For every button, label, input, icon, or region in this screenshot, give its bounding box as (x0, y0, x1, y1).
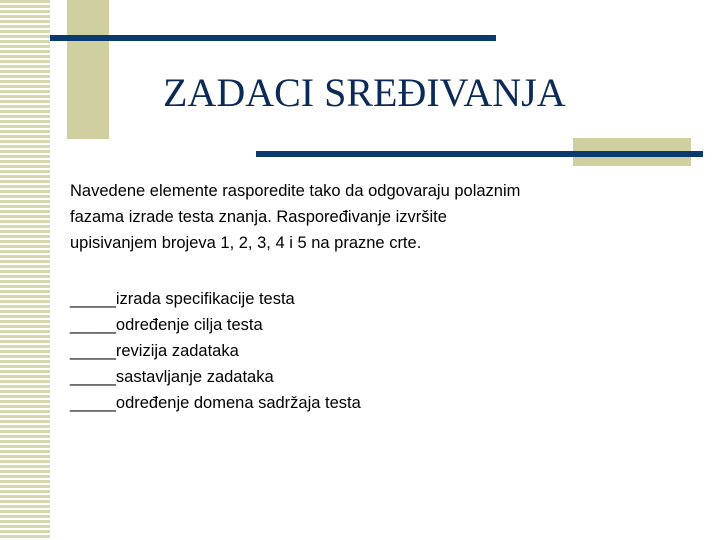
answer-blank[interactable]: _____ (70, 342, 116, 360)
list-item (70, 286, 630, 312)
item-label: određenje domena sadržaja testa (115, 394, 361, 412)
answer-blank[interactable]: _____ (70, 290, 116, 308)
decorative-stripes (0, 0, 50, 540)
instructions-text (70, 178, 630, 256)
decorative-bar-right (256, 151, 703, 157)
item-label: određenje cilja testa (115, 316, 263, 334)
answer-blank[interactable]: _____ (70, 368, 116, 386)
decorative-bar-top (50, 35, 496, 41)
item-label: revizija zadataka (115, 342, 239, 360)
answer-blank[interactable]: _____ (70, 394, 116, 412)
decorative-block-top (67, 0, 109, 139)
slide-title: ZADACI SREĐIVANJA (163, 70, 566, 115)
list-item (70, 338, 630, 364)
slide-content (70, 178, 630, 416)
instructions-line: upisivanjem brojeva 1, 2, 3, 4 i 5 na prazne crte. (70, 234, 422, 252)
instructions-line: fazama izrade testa znanja. Raspoređivanje izvršite (70, 208, 447, 226)
list-item (70, 364, 630, 390)
instructions-line: Navedene elemente rasporedite tako da odgovaraju polaznim (70, 182, 521, 200)
answer-list (70, 286, 630, 416)
item-label: sastavljanje zadataka (115, 368, 274, 386)
answer-blank[interactable]: _____ (70, 316, 116, 334)
list-item (70, 312, 630, 338)
item-label: izrada specifikacije testa (115, 290, 295, 308)
list-item (70, 390, 630, 416)
